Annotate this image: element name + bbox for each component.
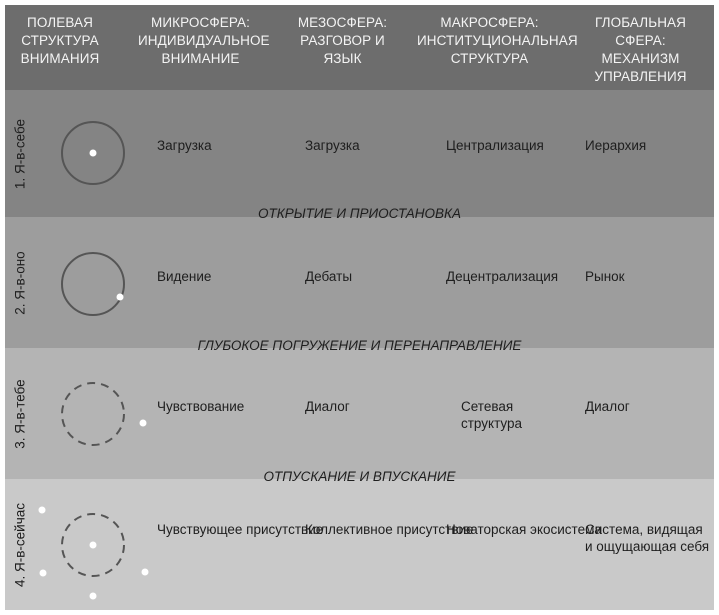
cell-macro: Новаторская экосистема: [446, 522, 602, 537]
solid-circle-edge-dot-icon: [61, 252, 125, 316]
transition-label: ГЛУБОКОЕ ПОГРУЖЕНИЕ И ПЕРЕНАПРАВЛЕНИЕ: [197, 338, 522, 353]
row-label: 1. Я-в-себе: [12, 118, 28, 189]
cell-macro: Централизация: [446, 138, 544, 153]
cell-global: Диалог: [585, 399, 630, 414]
cell-macro: Сетевая структура: [461, 399, 523, 431]
cell-meso: Диалог: [305, 399, 350, 414]
header-field-structure: ПОЛЕВАЯ СТРУКТУРА ВНИМАНИЯ: [20, 15, 100, 66]
cell-meso: Коллективное присутствие: [305, 522, 474, 537]
table-row-2: [5, 217, 714, 348]
table-row-1: [5, 90, 714, 217]
table-row-3: [5, 348, 714, 479]
table-row-4: [5, 479, 714, 610]
dashed-circle-outer-dot-icon: [61, 382, 151, 446]
transition-label: ОТКРЫТИЕ И ПРИОСТАНОВКА: [257, 206, 461, 221]
header-micro: МИКРОСФЕРА: ИНДИВИДУАЛЬНОЕ ВНИМАНИЕ: [138, 15, 270, 66]
transition-label: ОТПУСКАНИЕ И ВПУСКАНИЕ: [263, 469, 456, 484]
solid-circle-center-dot-icon: [61, 121, 125, 185]
cell-micro: Видение: [157, 269, 212, 284]
header-global: ГЛОБАЛЬНАЯ СФЕРА: МЕХАНИЗМ УПРАВЛЕНИЯ: [594, 15, 687, 84]
header-macro: МАКРОСФЕРА: ИНСТИТУЦИОНАЛЬНАЯ СТРУКТУРА: [417, 15, 578, 66]
cell-micro: Чувствование: [157, 399, 245, 414]
dashed-circle-radiating-dots-icon: [31, 503, 155, 603]
cell-meso: Дебаты: [305, 269, 353, 284]
row-label: 2. Я-в-оно: [12, 250, 28, 315]
cell-micro: Чувствующее присутствие: [157, 522, 324, 537]
row-label: 3. Я-в-тебе: [12, 378, 28, 449]
cell-global: Рынок: [585, 269, 625, 284]
cell-global: Система, видящая и ощущающая себя: [585, 522, 710, 554]
header-meso: МЕЗОСФЕРА: РАЗГОВОР И ЯЗЫК: [297, 15, 388, 66]
row-label: 4. Я-в-сейчас: [12, 502, 28, 587]
cell-macro: Децентрализация: [446, 269, 559, 284]
table-header: [5, 5, 714, 90]
cell-meso: Загрузка: [305, 138, 360, 153]
cell-global: Иерархия: [585, 138, 647, 153]
cell-micro: Загрузка: [157, 138, 212, 153]
